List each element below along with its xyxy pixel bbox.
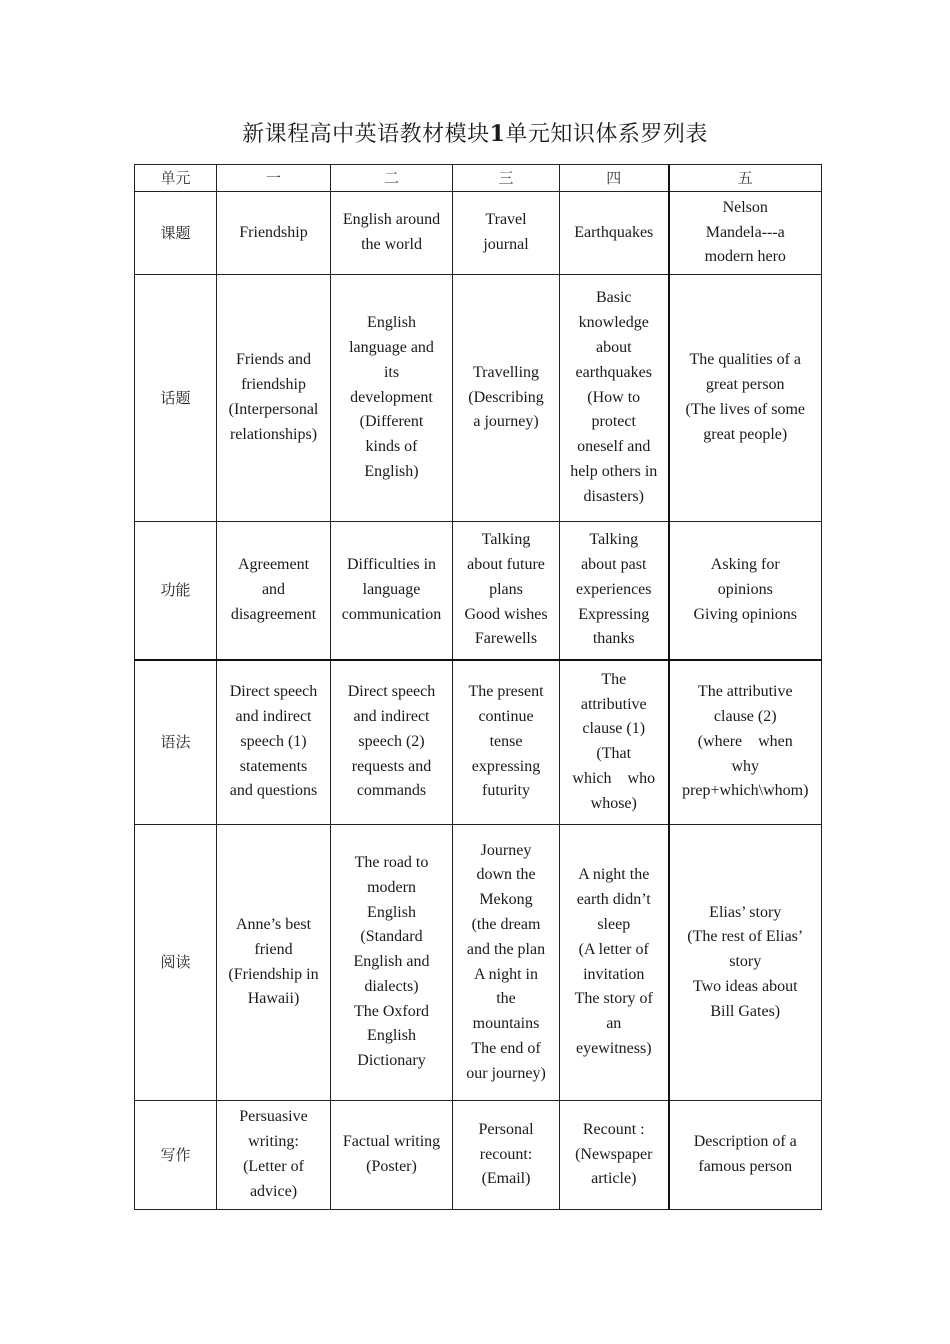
cell-line: friend (254, 940, 293, 958)
cell-line: modern (367, 878, 416, 896)
cell-line: Basic (595, 289, 632, 307)
page-title (0, 117, 950, 152)
cell-line: earth didn’t (576, 891, 651, 909)
cell-line: mountains (472, 1015, 540, 1033)
table-cell (669, 275, 822, 522)
cell-line: great people) (703, 425, 788, 443)
table-cell (669, 522, 822, 660)
cell-line: knowledge (578, 314, 649, 332)
table-cell (331, 825, 453, 1101)
row-label: 功能 (135, 522, 217, 660)
cell-line: The road to (354, 853, 429, 871)
cell-line: (Friendship in (228, 965, 319, 983)
cell-line: The Oxford (353, 1002, 430, 1020)
unit-knowledge-table (134, 164, 822, 1210)
cell-line: Dictionary (357, 1052, 426, 1070)
cell-line: recount: (479, 1145, 533, 1163)
table-cell (560, 275, 669, 522)
table-cell (669, 825, 822, 1101)
cell-line: and indirect (353, 708, 430, 726)
cell-line: A night the (578, 866, 650, 884)
cell-line: (Standard (360, 928, 423, 946)
table-cell (453, 275, 560, 522)
cell-line: speech (1) (240, 732, 307, 750)
cell-line: Asking for (710, 556, 780, 574)
cell-line: English and (353, 953, 430, 971)
table-row-subject (135, 275, 822, 522)
cell-line: speech (2) (358, 732, 425, 750)
table-cell (560, 1101, 669, 1210)
cell-line: article) (591, 1170, 637, 1188)
row-label: 阅读 (135, 825, 217, 1101)
cell-line: English (367, 314, 416, 332)
cell-line: journal (483, 236, 529, 253)
table-cell (669, 1101, 822, 1210)
table-cell (560, 825, 669, 1101)
cell-line: English (367, 903, 416, 921)
cell-line: (The lives of some (685, 401, 806, 418)
cell-line: friendship (241, 376, 306, 394)
cell-line: Personal (478, 1120, 534, 1138)
cell-line: English around (342, 211, 441, 229)
cell-line: English) (364, 462, 419, 480)
cell-line: the world (361, 236, 422, 253)
table-cell (217, 825, 331, 1101)
cell-line: great person (705, 376, 785, 394)
cell-line: Good wishes (464, 605, 548, 623)
cell-line: sleep (597, 915, 631, 933)
cell-line: Friendship (239, 223, 308, 241)
cell-line: statements (239, 757, 308, 775)
unit-header: 五 (669, 165, 822, 192)
table-cell (331, 1101, 453, 1210)
cell-line: and indirect (235, 708, 312, 726)
cell-line: (Email) (481, 1170, 531, 1188)
cell-line: invitation (583, 965, 645, 983)
cell-line: Travelling (472, 363, 540, 381)
cell-line: experiences (575, 580, 652, 598)
cell-line: The qualities of a (689, 351, 801, 369)
cell-line: Bill Gates) (710, 1002, 781, 1020)
table-cell (560, 192, 669, 275)
cell-line: Expressing (578, 605, 650, 623)
cell-line: plans (489, 580, 523, 598)
cell-line: The story of (574, 990, 653, 1008)
cell-line: disagreement (230, 605, 317, 623)
cell-line: Talking (481, 531, 531, 549)
cell-line: writing: (248, 1133, 299, 1151)
cell-line: (Different (359, 413, 424, 431)
cell-line: expressing (471, 757, 541, 775)
table-cell (217, 192, 331, 275)
cell-line: why (731, 757, 760, 775)
cell-line: protect (591, 413, 636, 431)
cell-line: disasters) (583, 487, 644, 505)
cell-line: about future (467, 556, 545, 574)
table-body (135, 165, 822, 1210)
table-cell (217, 522, 331, 660)
cell-line: earthquakes (575, 363, 652, 381)
unit-header: 二 (331, 165, 453, 192)
cell-line: communication (341, 605, 442, 623)
cell-line: (where when (697, 732, 793, 750)
cell-line: the (496, 990, 516, 1008)
cell-line: (Interpersonal (228, 401, 319, 418)
unit-header: 一 (217, 165, 331, 192)
cell-line: (the dream (471, 915, 541, 933)
cell-line: Travel (485, 211, 527, 229)
cell-line: tense (489, 732, 523, 750)
cell-line: Farewells (474, 630, 538, 648)
cell-line: development (350, 388, 433, 406)
title-prefix: 新课程高中英语教材模块 (242, 122, 490, 147)
table-cell (560, 522, 669, 660)
cell-line: (Poster) (366, 1158, 417, 1175)
cell-line: The attributive (697, 683, 793, 701)
table-cell (217, 275, 331, 522)
header-row (135, 165, 822, 192)
cell-line: Direct speech (229, 683, 318, 701)
title-number: 1 (489, 121, 506, 147)
cell-line: clause (2) (713, 708, 777, 726)
table-cell (331, 275, 453, 522)
cell-line: Friends and (235, 351, 312, 369)
cell-line: clause (1) (582, 720, 646, 738)
title-suffix: 单元知识体系罗列表 (505, 122, 708, 147)
cell-line: and (261, 580, 286, 598)
cell-line: dialects) (364, 977, 419, 995)
cell-line: language and (349, 339, 434, 356)
cell-line: and questions (229, 782, 318, 800)
cell-line: about (595, 339, 632, 356)
corner-cell: 单元 (135, 165, 217, 192)
row-label: 话题 (135, 275, 217, 522)
table-cell (560, 660, 669, 825)
cell-line: famous person (698, 1158, 793, 1175)
cell-line: about past (581, 556, 647, 574)
cell-line: modern hero (704, 248, 786, 266)
table-cell (217, 660, 331, 825)
cell-line: A night in (473, 965, 538, 983)
row-label: 语法 (135, 660, 217, 825)
cell-line: English (367, 1027, 416, 1045)
cell-line: Persuasive (239, 1108, 308, 1126)
cell-line: The (601, 670, 627, 688)
row-label: 写作 (135, 1101, 217, 1210)
table-row-grammar (135, 660, 822, 825)
cell-line: oneself and (577, 438, 651, 456)
table-cell (453, 825, 560, 1101)
cell-line: opinions (717, 580, 773, 598)
table-row-writing (135, 1101, 822, 1210)
table-cell (331, 522, 453, 660)
cell-line: whose) (590, 794, 637, 812)
table-cell (331, 660, 453, 825)
table-row-reading (135, 825, 822, 1101)
cell-line: advice) (249, 1182, 298, 1200)
table-cell (669, 192, 822, 275)
cell-line: help others in (570, 462, 658, 480)
cell-line: its (383, 363, 400, 381)
cell-line: Hawaii) (247, 990, 300, 1008)
cell-line: down the (476, 866, 536, 884)
cell-line: prep+which\whom) (682, 782, 809, 800)
table-cell (453, 522, 560, 660)
cell-line: (The rest of Elias’ (687, 928, 804, 946)
cell-line: Recount : (582, 1120, 645, 1138)
unit-header: 四 (560, 165, 669, 192)
cell-line: Agreement (237, 556, 310, 574)
cell-line: continue (478, 708, 534, 726)
cell-line: Giving opinions (693, 605, 798, 623)
cell-line: Earthquakes (574, 223, 654, 241)
cell-line: relationships) (229, 425, 318, 443)
cell-line: (A letter of (578, 940, 649, 958)
cell-line: (How to (587, 388, 641, 406)
table-cell (669, 660, 822, 825)
cell-line: Elias’ story (709, 903, 782, 921)
cell-line: (Describing (468, 388, 544, 406)
cell-line: eyewitness) (575, 1039, 652, 1057)
cell-line: Factual writing (342, 1133, 441, 1151)
cell-line: which who (572, 770, 656, 788)
row-label: 课题 (135, 192, 217, 275)
table-cell (217, 1101, 331, 1210)
cell-line: and the plan (466, 940, 546, 958)
cell-line: (That (596, 745, 632, 763)
table-cell (453, 1101, 560, 1210)
cell-line: Anne’s best (235, 915, 312, 933)
cell-line: Journey (480, 841, 532, 859)
cell-line: (Letter of (243, 1158, 304, 1175)
unit-header: 三 (453, 165, 560, 192)
cell-line: a journey) (473, 413, 539, 431)
cell-line: Description of a (693, 1133, 797, 1151)
cell-line: Difficulties in (346, 556, 437, 574)
table-cell (453, 660, 560, 825)
cell-line: The end of (471, 1039, 541, 1057)
cell-line: Mandela---a (705, 223, 785, 241)
cell-line: Mekong (479, 891, 533, 909)
cell-line: commands (356, 782, 427, 800)
table-cell (331, 192, 453, 275)
cell-line: (Newspaper (575, 1145, 653, 1163)
cell-line: an (606, 1015, 622, 1033)
table-row-function (135, 522, 822, 660)
cell-line: Nelson (722, 198, 768, 216)
cell-line: thanks (592, 630, 635, 648)
table-row-topic (135, 192, 822, 275)
table-cell (453, 192, 560, 275)
cell-line: Direct speech (347, 683, 436, 701)
cell-line: Talking (589, 531, 639, 549)
cell-line: story (729, 953, 762, 971)
cell-line: kinds of (365, 438, 418, 456)
cell-line: our journey) (466, 1064, 546, 1082)
cell-line: attributive (580, 695, 647, 713)
cell-line: futurity (482, 782, 530, 800)
cell-line: requests and (351, 757, 432, 775)
cell-line: Two ideas about (692, 977, 798, 995)
cell-line: The present (468, 683, 544, 701)
cell-line: language (362, 580, 421, 598)
